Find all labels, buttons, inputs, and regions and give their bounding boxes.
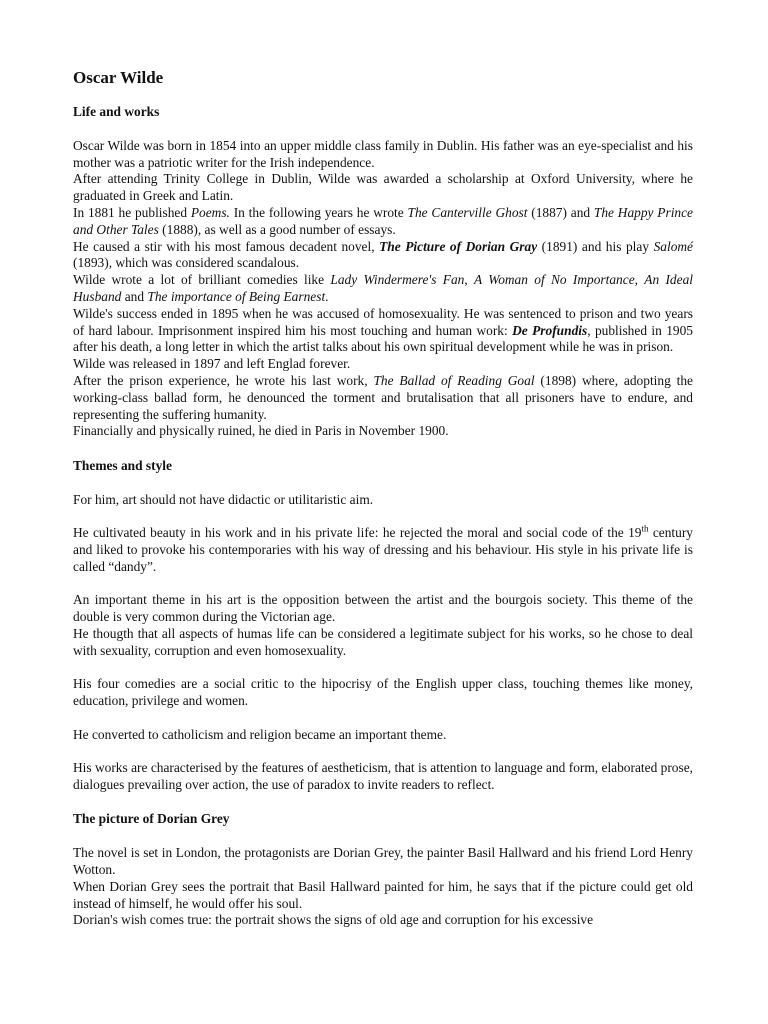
document-title: Oscar Wilde (73, 68, 164, 87)
dorian-paragraph-2: When Dorian Grey sees the portrait that Basil Hallward painted for him, he says that if the picture could get old instead of himself, he would offer his soul. (73, 878, 693, 911)
themes-paragraph-5: His four comedies are a social critic to the hipocrisy of the English upper class, touching themes like money, education, privilege and women. (73, 676, 693, 709)
work-title-dorian-gray: The Picture of Dorian Gray (379, 238, 538, 254)
themes-paragraph-4: He thougth that all aspects of humas life can be considered a legitimate subject for his works, so he chose to deal with sexuality, corruption and even homosexuality. (73, 625, 693, 658)
life-paragraph-5: Wilde wrote a lot of brilliant comedies like Lady Windermere's Fan, A Woman of No Importance, An Ideal Husband and The importance of Being Earnest. (73, 272, 693, 304)
dorian-paragraph-3: Dorian's wish comes true: the portrait shows the signs of old age and corruption for his excessive (73, 912, 594, 928)
work-title-salome: Salomé (653, 238, 693, 254)
section-heading-themes-and-style: Themes and style (73, 457, 172, 473)
work-title-poems: Poems. (190, 204, 230, 220)
life-paragraph-6: Wilde's success ended in 1895 when he was accused of homosexuality. He was sentenced to prison and two years of hard labour. Imprisonment inspired him his most touching and human work: De Profundis, published in 1905 after his death, a long letter in which the artist talks about his own spiritual development while he was in prison. (73, 305, 693, 355)
work-title-canterville-ghost: The Canterville Ghost (407, 204, 528, 220)
work-title-woman-no-importance: A Woman of No Importance (474, 272, 635, 288)
themes-paragraph-1: For him, art should not have didactic or utilitaristic aim. (73, 491, 374, 507)
life-paragraph-1: Oscar Wilde was born in 1854 into an upper middle class family in Dublin. His father was an eye-specialist and his mother was a patriotic writer for the Irish independence. (73, 137, 693, 170)
life-paragraph-3: In 1881 he published Poems. In the following years he wrote The Canterville Ghost (1887) and The Happy Prince and Other Tales (1888), as well as a good number of essays. (73, 204, 693, 237)
work-title-lady-windermere: Lady Windermere's Fan (330, 272, 465, 288)
work-title-happy-prince: The Happy Prince and Other Tales (73, 204, 693, 237)
themes-paragraph-6: He converted to catholicism and religion became an important theme. (73, 726, 447, 742)
themes-paragraph-7: His works are characterised by the features of aestheticism, that is attention to language and form, elaborated prose, dialogues prevailing over action, the use of paradox to invite readers to reflect. (73, 760, 693, 793)
themes-paragraph-2: He cultivated beauty in his work and in his private life: he rejected the moral and social code of the 19th century and liked to provoke his contemporaries with his way of dressing and his behaviour. His style in his private life is called “dandy”. (73, 523, 694, 574)
work-title-being-earnest: The importance of Being Earnest (147, 288, 326, 304)
work-title-de-profundis: De Profundis (512, 322, 588, 338)
dorian-paragraph-1: The novel is set in London, the protagonists are Dorian Grey, the painter Basil Hallward and his friend Lord Henry Wotton. (73, 845, 693, 878)
document-page (73, 68, 693, 929)
work-title-ballad-reading: The Ballad of Reading Goal (373, 372, 535, 388)
work-title-ideal-husband: An Ideal Husband (73, 272, 693, 304)
section-heading-dorian-grey: The picture of Dorian Grey (73, 811, 230, 827)
section-heading-life-and-works: Life and works (73, 104, 160, 119)
life-paragraph-9: Financially and physically ruined, he died in Paris in November 1900. (73, 423, 449, 439)
life-paragraph-2: After attending Trinity College in Dublin, Wilde was awarded a scholarship at Oxford University, where he graduated in Greek and Latin. (73, 171, 693, 204)
life-paragraph-7: Wilde was released in 1897 and left Englad forever. (73, 356, 351, 372)
life-paragraph-4: He caused a stir with his most famous decadent novel, The Picture of Dorian Gray (1891) and his play Salomé (1893), which was considered scandalous. (73, 238, 693, 271)
themes-paragraph-3: An important theme in his art is the opposition between the artist and the bourgois society. This theme of the double is very common during the Victorian age. (73, 592, 693, 625)
life-paragraph-8: After the prison experience, he wrote his last work, The Ballad of Reading Goal (1898) where, adopting the working-class ballad form, he denounced the torment and brutalisation that all prisoners have to endure, and representing the suffering humanity. (73, 372, 693, 422)
